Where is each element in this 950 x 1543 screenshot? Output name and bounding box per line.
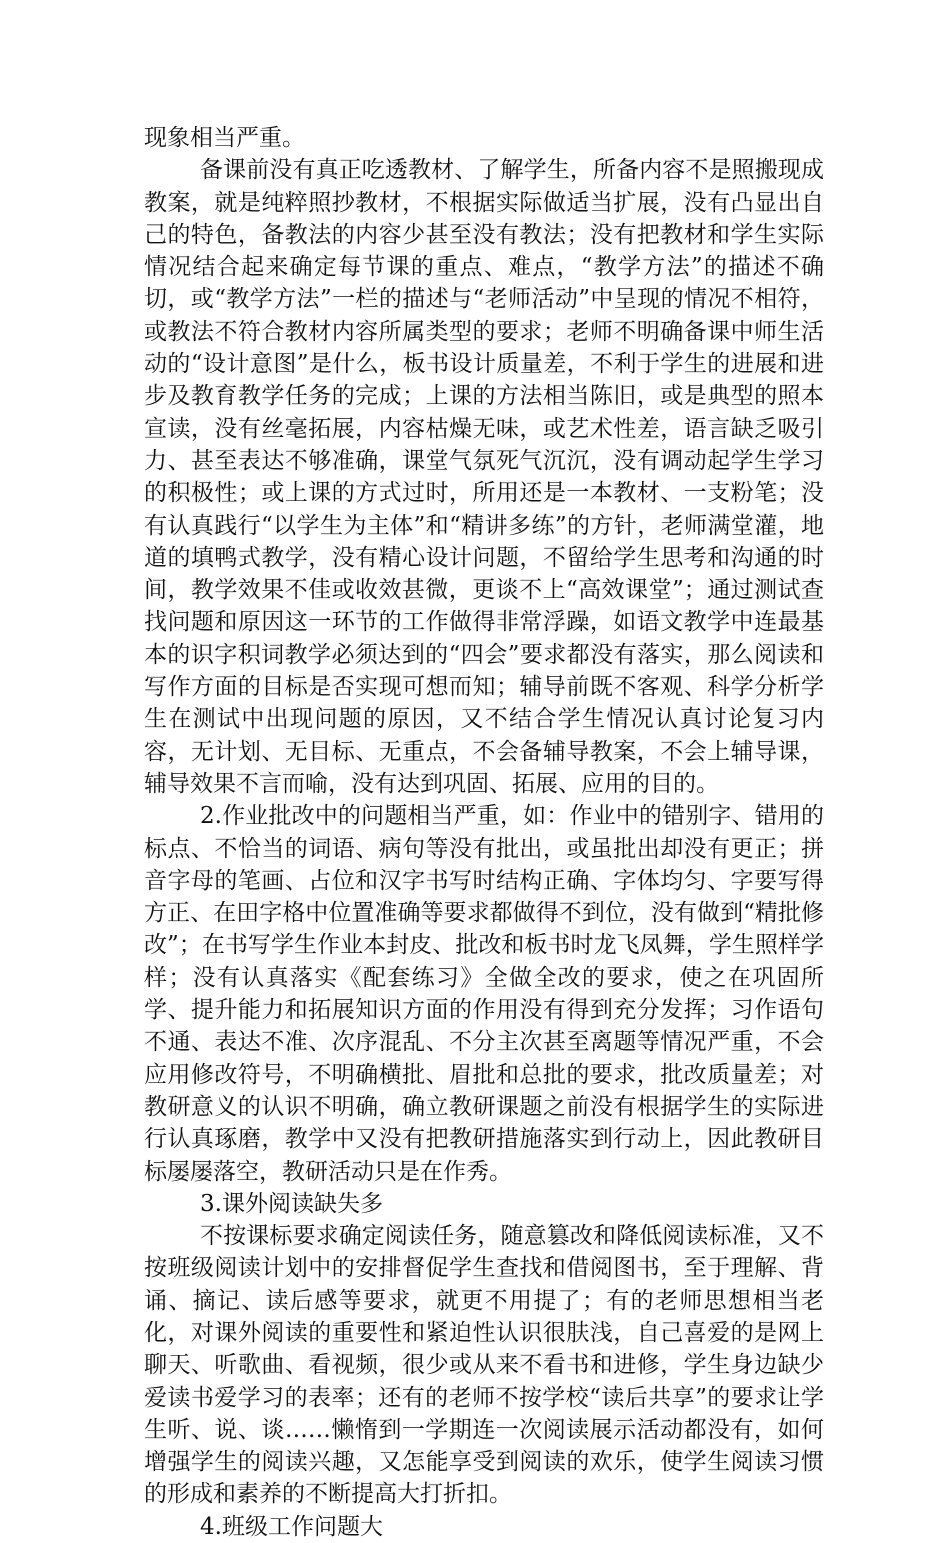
paragraph-continuation: 现象相当严重。 xyxy=(144,125,305,151)
paragraph-homework-correction: 2.作业批改中的问题相当严重，如：作业中的错别字、错用的标点、不恰当的词语、病句等没有批出，或虽批出却没有更正；拼音字母的笔画、占位和汉字书写时结构正确、字体均匀、字要写得方正、在田字格中位置准确等要求都做得不到位，没有做到“精批修改”；在书写学生作业本封皮、批改和板书时龙飞凤舞，学生照样学样；没有认真落实《配套练习》全做全改的要求，使之在巩固所学、提升能力和拓展知识方面的作用没有得到充分发挥；习作语句不通、表达不准、次序混乱、不分主次甚至离题等情况严重，不会应用修改符号，不明确横批、眉批和总批的要求，批改质量差；对教研意义的认识不明确，确立教研课题之前没有根据学生的实际进行认真琢磨，教学中又没有把教研措施落实到行动上，因此教研目标屡屡落空，教研活动只是在作秀。 xyxy=(144,803,824,1185)
paragraph-extracurricular-reading: 不按课标要求确定阅读任务，随意篡改和降低阅读标准，又不按班级阅读计划中的安排督促学生查找和借阅图书，至于理解、背诵、摘记、读后感等要求，就更不用提了；有的老师思想相当老化，对课外阅读的重要性和紧迫性认识很肤浅，自己喜爱的是网上聊天、听歌曲、看视频，很少或从来不看书和进修，学生身边缺少爱读书爱学习的表率；还有的老师不按学校“读后共享”的要求让学生听、说、谈……懒惰到一学期连一次阅读展示活动都没有，如何增强学生的阅读兴趣，又怎能享受到阅读的欢乐，使学生阅读习惯的形成和素养的不断提高大打折扣。 xyxy=(144,1223,824,1508)
section-heading-extracurricular-reading: 3.课外阅读缺失多 xyxy=(200,1190,383,1217)
document-body xyxy=(144,122,824,1543)
section-heading-class-work: 4.班级工作问题大 xyxy=(200,1513,383,1540)
paragraph-lesson-preparation: 备课前没有真正吃透教材、了解学生，所备内容不是照搬现成教案，就是纯粹照抄教材，不根据实际做适当扩展，没有凸显出自己的特色，备教法的内容少甚至没有教法；没有把教材和学生实际情况结合起来确定每节课的重点、难点，“教学方法”的描述不确切，或“教学方法”一栏的描述与“老师活动”中呈现的情况不相符，或教法不符合教材内容所属类型的要求；老师不明确备课中师生活动的“设计意图”是什么，板书设计质量差，不利于学生的进展和进步及教育教学任务的完成；上课的方法相当陈旧，或是典型的照本宣读，没有丝毫拓展，内容枯燥无味，或艺术性差，语言缺乏吸引力、甚至表达不够准确，课堂气氛死气沉沉，没有调动起学生学习的积极性；或上课的方式过时，所用还是一本教材、一支粉笔；没有认真践行“以学生为主体”和“精讲多练”的方针，老师满堂灌，地道的填鸭式教学，没有精心设计问题，不留给学生思考和沟通的时间，教学效果不佳或收效甚微，更谈不上“高效课堂”；通过测试查找问题和原因这一环节的工作做得非常浮躁，如语文教学中连最基本的识字积词教学必须达到的“四会”要求都没有落实，那么阅读和写作方面的目标是否实现可想而知；辅导前既不客观、科学分析学生在测试中出现问题的原因，又不结合学生情况认真讨论复习内容，无计划、无目标、无重点，不会备辅导教案，不会上辅导课，辅导效果不言而喻，没有达到巩固、拓展、应用的目的。 xyxy=(144,157,824,797)
